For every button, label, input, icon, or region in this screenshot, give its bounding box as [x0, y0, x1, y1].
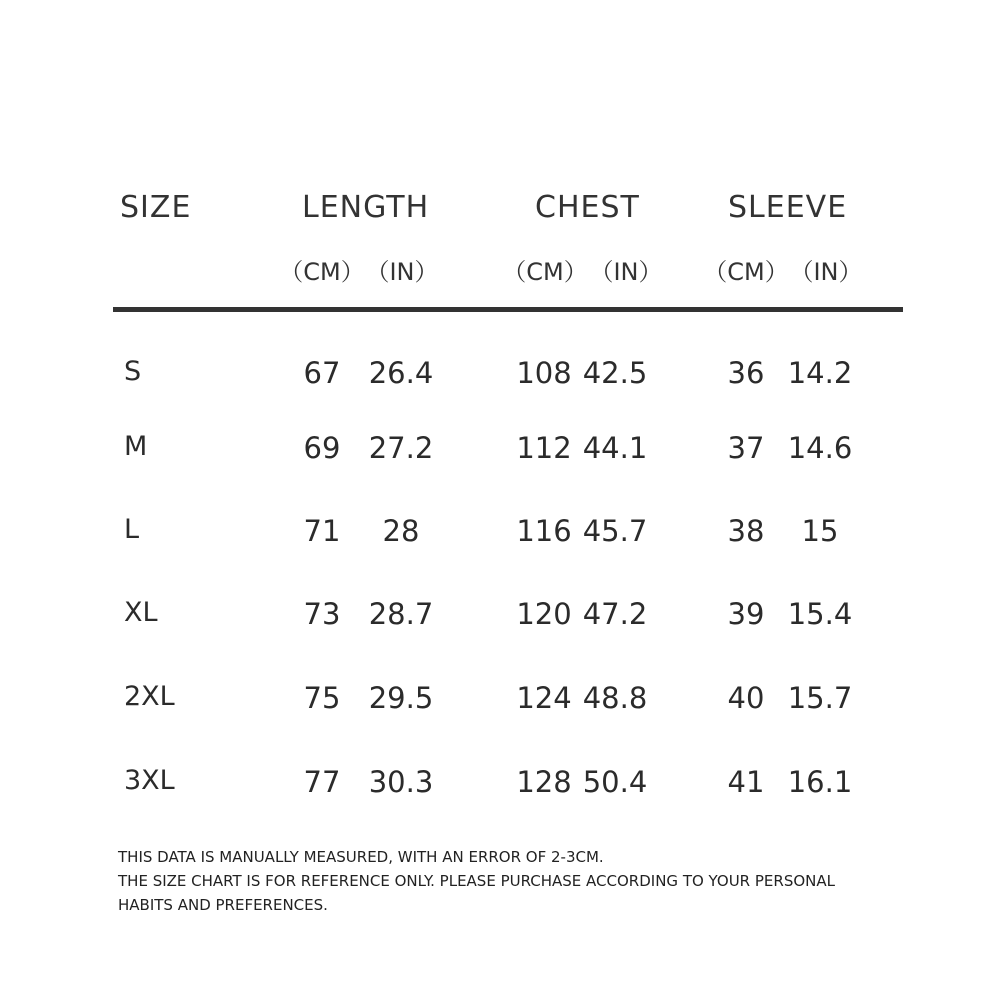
- length-cm-cell: 67: [303, 356, 341, 390]
- sleeve-cm-cell: 37: [727, 431, 765, 465]
- table-row: [0, 431, 1000, 471]
- sleeve-in-cell: 15.4: [787, 597, 853, 631]
- length-in-cell: 28.7: [368, 597, 434, 631]
- sleeve-cm-cell: 38: [727, 514, 765, 548]
- length-in-cell: 26.4: [368, 356, 434, 390]
- unit-length-in: （IN）: [365, 258, 439, 286]
- unit-sleeve-in: （IN）: [789, 258, 863, 286]
- chest-in-cell: 48.8: [582, 681, 648, 715]
- chest-cm-cell: 112: [516, 431, 572, 465]
- chest-in-cell: 47.2: [582, 597, 648, 631]
- unit-chest-cm: （CM）: [502, 258, 588, 286]
- chest-cm-cell: 128: [516, 765, 572, 799]
- length-cm-cell: 73: [303, 597, 341, 631]
- sleeve-in-cell: 14.2: [787, 356, 853, 390]
- chest-cm-cell: 116: [516, 514, 572, 548]
- footnote-line: THE SIZE CHART IS FOR REFERENCE ONLY. PLEASE PURCHASE ACCORDING TO YOUR PERSONAL: [118, 872, 835, 890]
- table-row: [0, 765, 1000, 805]
- footnote-line: THIS DATA IS MANUALLY MEASURED, WITH AN ERROR OF 2-3CM.: [118, 848, 604, 866]
- chest-in-cell: 44.1: [582, 431, 648, 465]
- sleeve-cm-cell: 41: [727, 765, 765, 799]
- chest-cm-cell: 124: [516, 681, 572, 715]
- header-size: SIZE: [120, 190, 192, 225]
- chest-in-cell: 50.4: [582, 765, 648, 799]
- size-cell: M: [124, 431, 148, 462]
- sleeve-in-cell: 16.1: [787, 765, 853, 799]
- footnote-line: HABITS AND PREFERENCES.: [118, 896, 328, 914]
- length-cm-cell: 77: [303, 765, 341, 799]
- size-cell: S: [124, 356, 142, 387]
- size-cell: 3XL: [124, 765, 175, 796]
- table-row: [0, 597, 1000, 637]
- header-divider: [113, 307, 903, 312]
- size-cell: L: [124, 514, 140, 545]
- footnote: [118, 845, 878, 917]
- header-length: LENGTH: [302, 190, 430, 225]
- length-in-cell: 28: [382, 514, 420, 548]
- table-row: [0, 356, 1000, 396]
- unit-length-cm: （CM）: [279, 258, 365, 286]
- chest-cm-cell: 120: [516, 597, 572, 631]
- length-cm-cell: 75: [303, 681, 341, 715]
- sleeve-cm-cell: 39: [727, 597, 765, 631]
- length-cm-cell: 71: [303, 514, 341, 548]
- length-cm-cell: 69: [303, 431, 341, 465]
- length-in-cell: 30.3: [368, 765, 434, 799]
- size-cell: XL: [124, 597, 158, 628]
- chest-in-cell: 42.5: [582, 356, 648, 390]
- sleeve-in-cell: 15.7: [787, 681, 853, 715]
- sleeve-in-cell: 15: [801, 514, 839, 548]
- sleeve-cm-cell: 40: [727, 681, 765, 715]
- length-in-cell: 29.5: [368, 681, 434, 715]
- unit-sleeve-cm: （CM）: [703, 258, 789, 286]
- sleeve-cm-cell: 36: [727, 356, 765, 390]
- length-in-cell: 27.2: [368, 431, 434, 465]
- size-cell: 2XL: [124, 681, 175, 712]
- unit-chest-in: （IN）: [589, 258, 663, 286]
- header-sleeve: SLEEVE: [728, 190, 848, 225]
- header-chest: CHEST: [535, 190, 640, 225]
- chest-in-cell: 45.7: [582, 514, 648, 548]
- table-row: [0, 681, 1000, 721]
- sleeve-in-cell: 14.6: [787, 431, 853, 465]
- chest-cm-cell: 108: [516, 356, 572, 390]
- table-row: [0, 514, 1000, 554]
